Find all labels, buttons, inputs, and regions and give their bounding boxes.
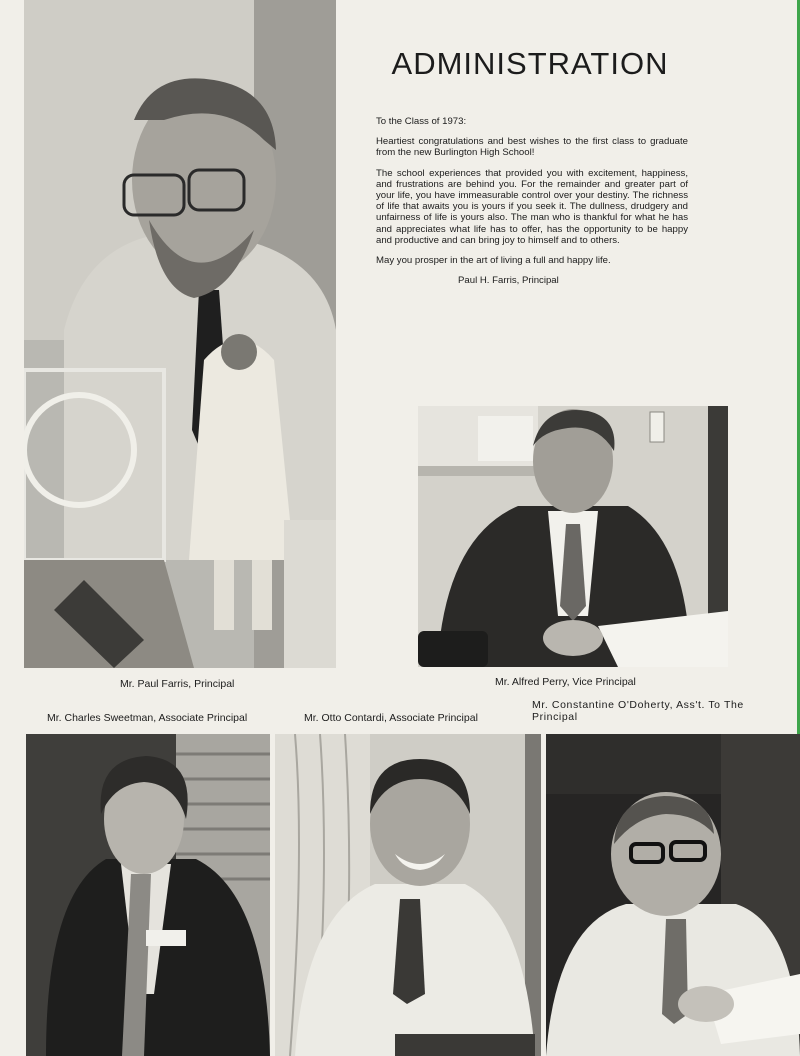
photo-alfred-perry	[418, 406, 728, 667]
caption-alfred-perry: Mr. Alfred Perry, Vice Principal	[495, 676, 636, 688]
caption-charles-sweetman: Mr. Charles Sweetman, Associate Principal	[47, 712, 248, 724]
letter-salutation: To the Class of 1973:	[376, 116, 467, 127]
letter-paragraph: The school experiences that provided you with excitement, happiness, and frustrations are behind you. For the remainder and greater part of your life, you have immeasurable control over your destiny. The richness of life that awaits you is yours if you seek it. The dullness, drudgery and unfairness of life is yours also. The man who is thankful for what he has and appreciates what life has to offer, has the opportunity to be happy and productive and can bring joy to himself and to others.	[376, 167, 688, 246]
photo-paul-farris	[24, 0, 336, 668]
principal-letter	[376, 116, 688, 295]
caption-paul-farris: Mr. Paul Farris, Principal	[120, 678, 235, 690]
photo-charles-sweetman	[26, 734, 270, 1056]
caption-constantine-odoherty: Mr. Constantine O'Doherty, Ass't. To The Principal	[532, 699, 744, 723]
letter-paragraph: May you prosper in the art of living a full and happy life.	[376, 255, 611, 267]
letter-signature: Paul H. Farris, Principal	[458, 275, 559, 287]
photo-otto-contardi	[275, 734, 541, 1056]
letter-paragraph: Heartiest congratulations and best wishes to the first class to graduate from the new Burlington High School!	[376, 136, 688, 159]
caption-otto-contardi: Mr. Otto Contardi, Associate Principal	[304, 712, 478, 724]
photo-constantine-odoherty	[546, 734, 800, 1056]
page-title: ADMINISTRATION	[391, 46, 669, 81]
